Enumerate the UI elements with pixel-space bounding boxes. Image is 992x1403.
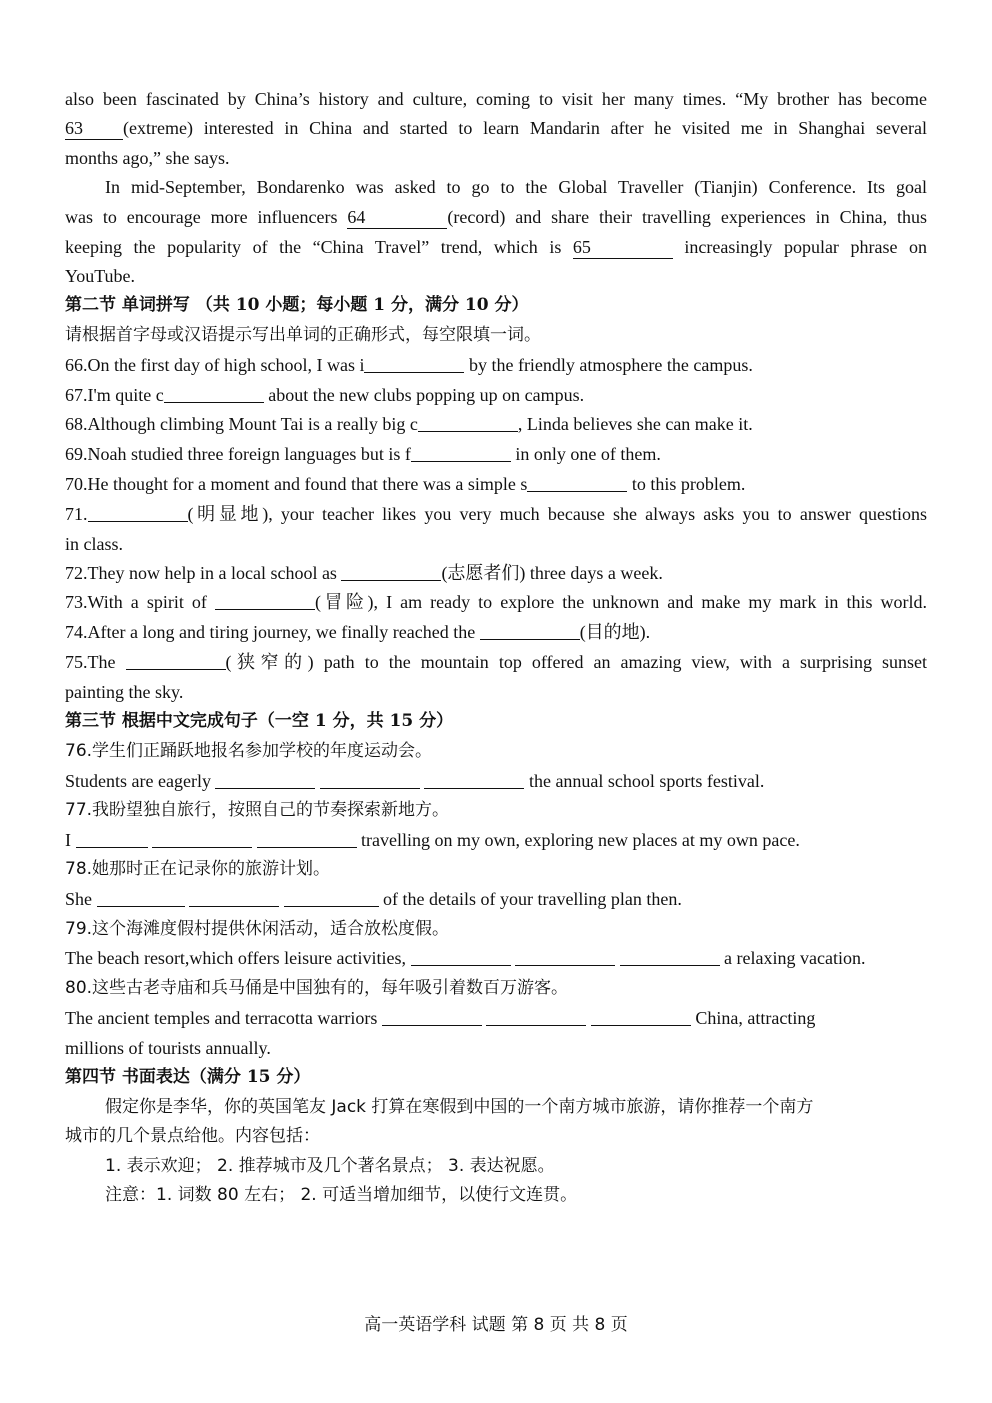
answer-blank[interactable] [257,829,357,848]
question-text: 66.On the first day of high school, I was i [65,355,365,375]
question-text: travelling on my own, exploring new places at my own pace. [361,830,800,850]
question-text: , Linda believes she can make it. [517,414,753,434]
passage-text: keeping the popularity of the “China Travel” trend, which is [65,237,562,257]
question-text: 69.Noah studied three foreign languages but is f [65,444,411,464]
question-text: 70.He thought for a moment and found that there was a simple s [65,474,528,494]
question-text: The ancient temples and terracotta warriors [65,1008,378,1028]
question-79 [65,943,927,973]
question-78 [65,884,927,914]
writing-note: 注意：1. 词数 80 左右； 2. 可适当增加细节，以使行文连贯。 [105,1185,578,1205]
question-76-chinese: 76.学生们正踊跃地报名参加学校的年度运动会。 [65,741,433,761]
answer-blank[interactable] [411,947,511,966]
question-text: The beach resort,which offers leisure activities, [65,948,407,968]
question-text: 73.With a spirit of [65,592,207,612]
passage-text: increasingly popular phrase on [684,237,927,257]
passage-text: (extreme) interested in China and started to learn Mandarin after he visited me in Shanghai several [123,118,927,138]
question-text: about the new clubs popping up on campus. [268,385,585,405]
question-70 [65,469,927,499]
question-text: the annual school sports festival. [528,771,765,791]
question-78-chinese: 78.她那时正在记录你的旅游计划。 [65,859,331,879]
blank-65[interactable]: 65 [573,236,673,259]
question-text: 72.They now help in a local school as [65,563,337,583]
question-74 [65,617,927,647]
writing-prompt-2: 城市的几个景点给他。内容包括： [65,1126,320,1146]
question-text: to this problem. [631,474,746,494]
passage-line-4: In mid-September, Bondarenko was asked to go to the Global Traveller (Tianjin) Conference. Its goal [105,177,927,197]
question-text: (明显地), your teacher likes you very much because she always asks you to answer questions [187,504,927,524]
section-2-heading: 第二节 单词拼写 （共 10 小题；每小题 1 分，满分 10 分） [65,295,529,315]
question-80-cont: millions of tourists annually. [65,1038,271,1058]
question-80 [65,1003,927,1033]
section-4-heading: 第四节 书面表达（满分 15 分） [65,1067,311,1087]
question-text: China, attracting [695,1008,816,1028]
blank-63[interactable]: 63 [65,117,123,140]
question-75-cont: painting the sky. [65,682,184,702]
answer-blank[interactable] [97,888,185,907]
question-text: (目的地). [579,622,651,642]
answer-blank[interactable] [88,503,188,522]
answer-blank[interactable] [215,591,315,610]
answer-blank[interactable] [382,1007,482,1026]
question-77 [65,825,927,855]
question-text: (冒险), I am ready to explore the unknown and make my mark in this world. [314,592,927,612]
question-text: by the friendly atmosphere the campus. [468,355,753,375]
answer-blank[interactable] [591,1007,691,1026]
answer-blank[interactable] [320,770,420,789]
writing-requirements: 1. 表示欢迎； 2. 推荐城市及几个著名景点； 3. 表达祝愿。 [105,1156,555,1176]
answer-blank[interactable] [486,1007,586,1026]
question-68 [65,409,927,439]
question-text: in only one of them. [515,444,661,464]
passage-line-6 [65,232,927,262]
writing-prompt-1: 假定你是李华，你的英国笔友 Jack 打算在寒假到中国的一个南方城市旅游，请你推荐一个南方 [105,1097,814,1117]
question-text: 71. [65,504,88,524]
answer-blank[interactable] [620,947,720,966]
section-2-instruction: 请根据首字母或汉语提示写出单词的正确形式，每空限填一词。 [65,325,541,345]
question-75 [65,647,927,677]
answer-blank[interactable] [126,651,226,670]
answer-blank[interactable] [418,413,518,432]
question-79-chinese: 79.这个海滩度假村提供休闲活动，适合放松度假。 [65,919,450,939]
answer-blank[interactable] [411,443,511,462]
question-73 [65,587,927,617]
question-66 [65,350,927,380]
passage-line-2 [65,113,927,143]
passage-line-7: YouTube. [65,266,136,286]
answer-blank[interactable] [527,473,627,492]
question-67 [65,380,927,410]
passage-text: was to encourage more influencers [65,207,338,227]
question-text: of the details of your travelling plan then. [383,889,682,909]
passage-line-3: months ago,” she says. [65,148,230,168]
question-77-chinese: 77.我盼望独自旅行，按照自己的节奏探索新地方。 [65,800,450,820]
question-text: (志愿者们) three days a week. [441,563,663,583]
answer-blank[interactable] [341,562,441,581]
answer-blank[interactable] [515,947,615,966]
page-footer: 高一英语学科 试题 第 8 页 共 8 页 [364,1315,628,1335]
question-text: 75.The [65,652,116,672]
passage-line-5 [65,202,927,232]
question-text: 74.After a long and tiring journey, we finally reached the [65,622,476,642]
answer-blank[interactable] [424,770,524,789]
question-71-cont: in class. [65,534,123,554]
passage-line-1: also been fascinated by China’s history and culture, coming to visit her many times. “My brother has become [65,89,927,109]
question-text: 68.Although climbing Mount Tai is a really big c [65,414,418,434]
question-text: (狭窄的) path to the mountain top offered an amazing view, with a surprising sunset [225,652,928,672]
question-72 [65,558,927,588]
answer-blank[interactable] [189,888,279,907]
answer-blank[interactable] [215,770,315,789]
answer-blank[interactable] [284,888,379,907]
question-76 [65,766,927,796]
question-text: I [65,830,71,850]
answer-blank[interactable] [164,384,264,403]
question-80-chinese: 80.这些古老寺庙和兵马俑是中国独有的，每年吸引着数百万游客。 [65,978,569,998]
question-text: a relaxing vacation. [724,948,866,968]
question-text: 67.I'm quite c [65,385,164,405]
question-69 [65,439,927,469]
question-text: Students are eagerly [65,771,211,791]
answer-blank[interactable] [364,354,464,373]
answer-blank[interactable] [152,829,252,848]
blank-64[interactable]: 64 [347,206,447,229]
passage-text: (record) and share their travelling experiences in China, thus [447,207,927,227]
section-3-heading: 第三节 根据中文完成句子（一空 1 分，共 15 分） [65,711,454,731]
question-text: She [65,889,92,909]
answer-blank[interactable] [480,621,580,640]
answer-blank[interactable] [76,829,148,848]
question-71 [65,499,927,529]
